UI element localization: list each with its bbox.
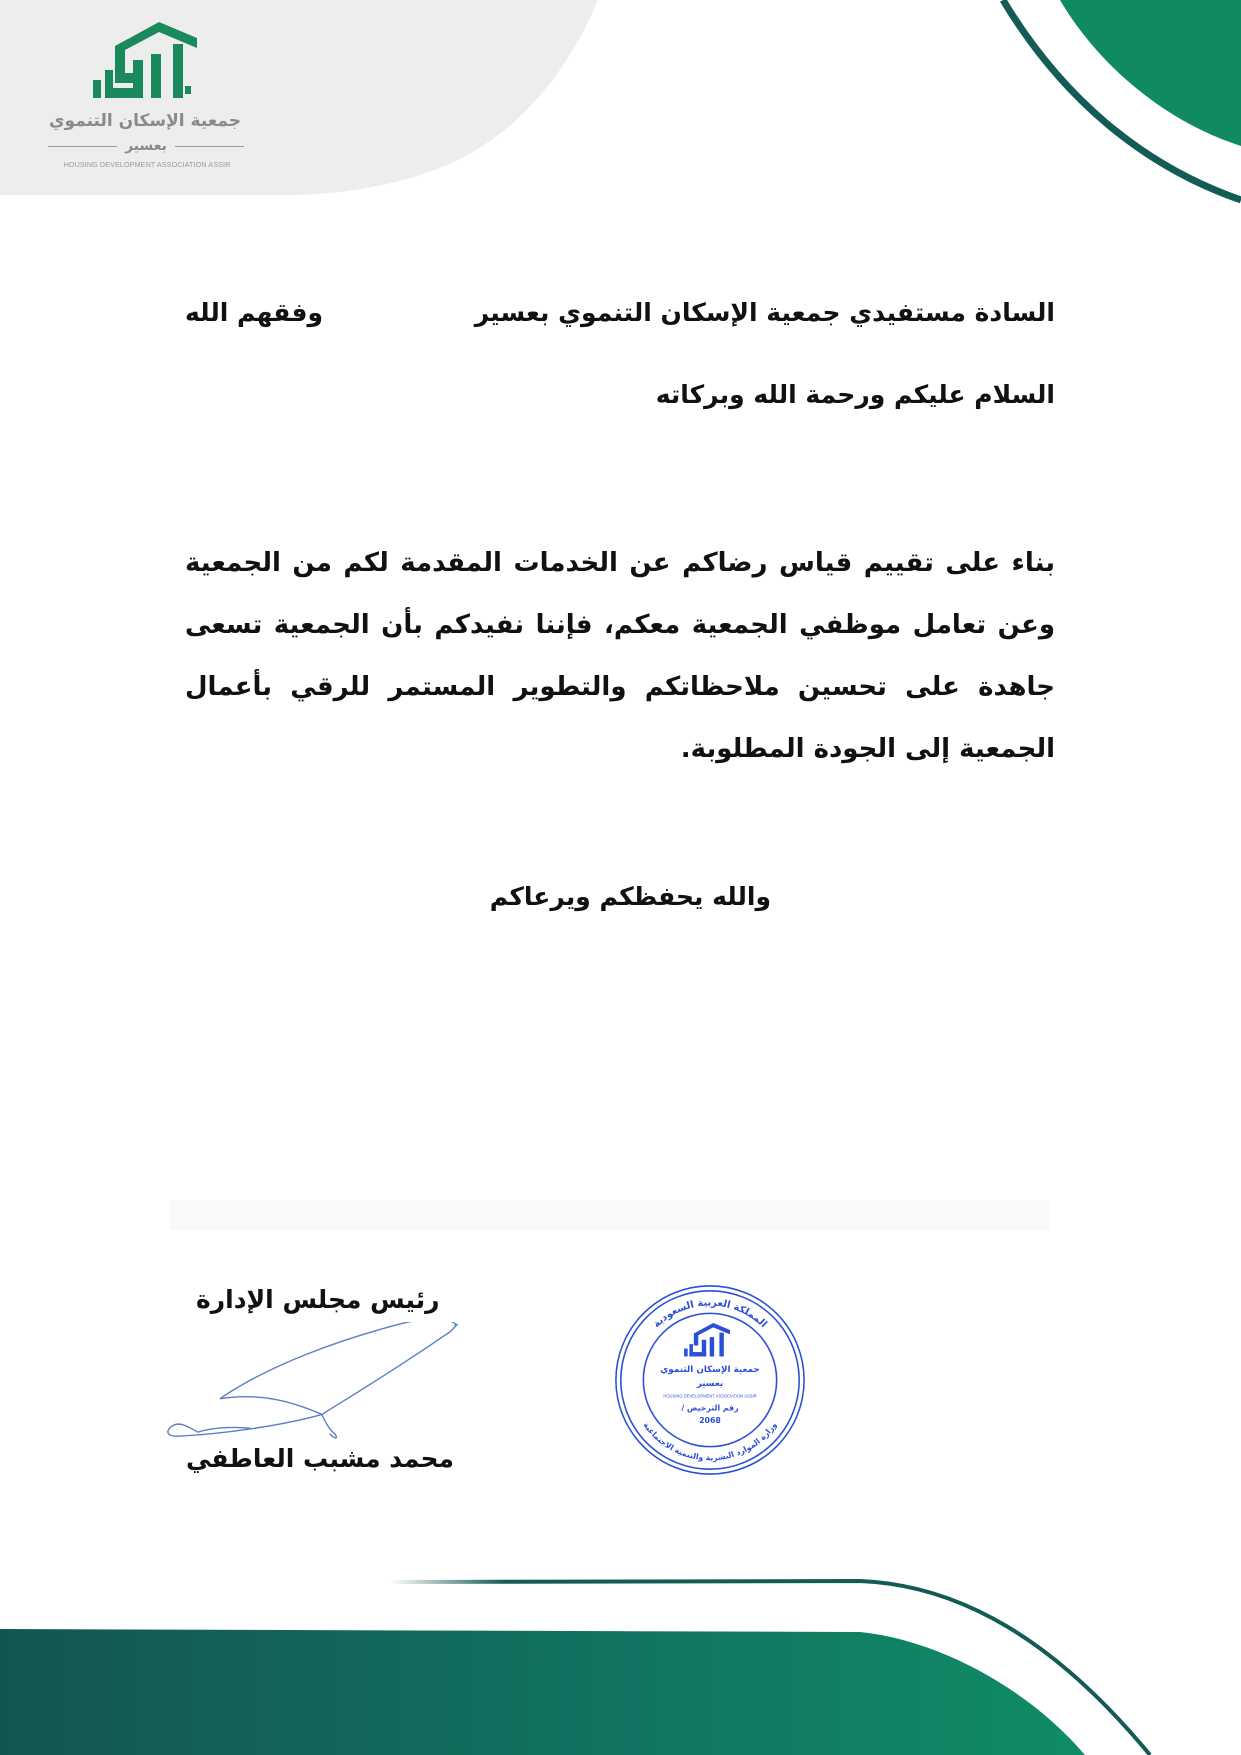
logo-city-ar: بعسير: [125, 138, 167, 154]
stamp-org-name: جمعية الإسكان التنموي: [660, 1365, 760, 1376]
letter-closing: والله يحفظكم ويرعاكم: [489, 882, 771, 911]
brand-logo: [40, 18, 250, 168]
letter-greeting: السلام عليكم ورحمة الله وبركاته: [655, 380, 1055, 409]
stamp-org-en: HOUSING DEVELOPMENT ASSOCIATION ASSIR: [663, 1393, 757, 1399]
stamp-outer-top: المملكة العربية السعودية: [651, 1297, 769, 1331]
top-right-green-corner: [1060, 0, 1241, 146]
letter-addressee: السادة مستفيدي جمعية الإسكان التنموي بعسير: [474, 298, 1055, 327]
stamp-org-city: بعسير: [696, 1378, 724, 1389]
stamp-outer-bottom: وزارة الموارد البشرية والتنمية الاجتماعية: [641, 1420, 779, 1463]
bottom-green-band: [0, 1629, 1085, 1755]
stamp-license-number: 2068: [699, 1416, 721, 1426]
stamp-house-logo-icon: [684, 1323, 730, 1357]
logo-subtitle-row: [48, 136, 244, 156]
signatory-title: رئيس مجلس الإدارة: [196, 1285, 440, 1314]
addressee-line: [185, 296, 1055, 330]
official-stamp: [612, 1282, 808, 1478]
addressee-blessing: وفقهم الله: [185, 298, 324, 327]
house-logo-icon: [85, 18, 205, 108]
logo-divider: [175, 146, 244, 147]
letter-body: بناء على تقييم قياس رضاكم عن الخدمات المقدمة لكم من الجمعية وعن تعامل موظفي الجمعية معكم، فإننا نفيدكم بأن الجمعية تسعى جاهدة على تحسين ملاحظاتكم والتطوير المستمر للرقي بأعمال الجمعية إلى الجودة المطلوبة.: [185, 548, 1055, 764]
signatory-name: محمد مشبب العاطفي: [186, 1444, 454, 1473]
handwritten-signature: [160, 1322, 470, 1440]
logo-divider: [48, 146, 117, 147]
faint-watermark: [170, 1195, 1050, 1235]
logo-name-ar: جمعية الإسكان التنموي: [48, 111, 242, 131]
logo-name-en: HOUSING DEVELOPMENT ASSOCIATION ASSIR: [63, 160, 231, 169]
stamp-license-label: رقم الترخيص /: [681, 1403, 739, 1413]
